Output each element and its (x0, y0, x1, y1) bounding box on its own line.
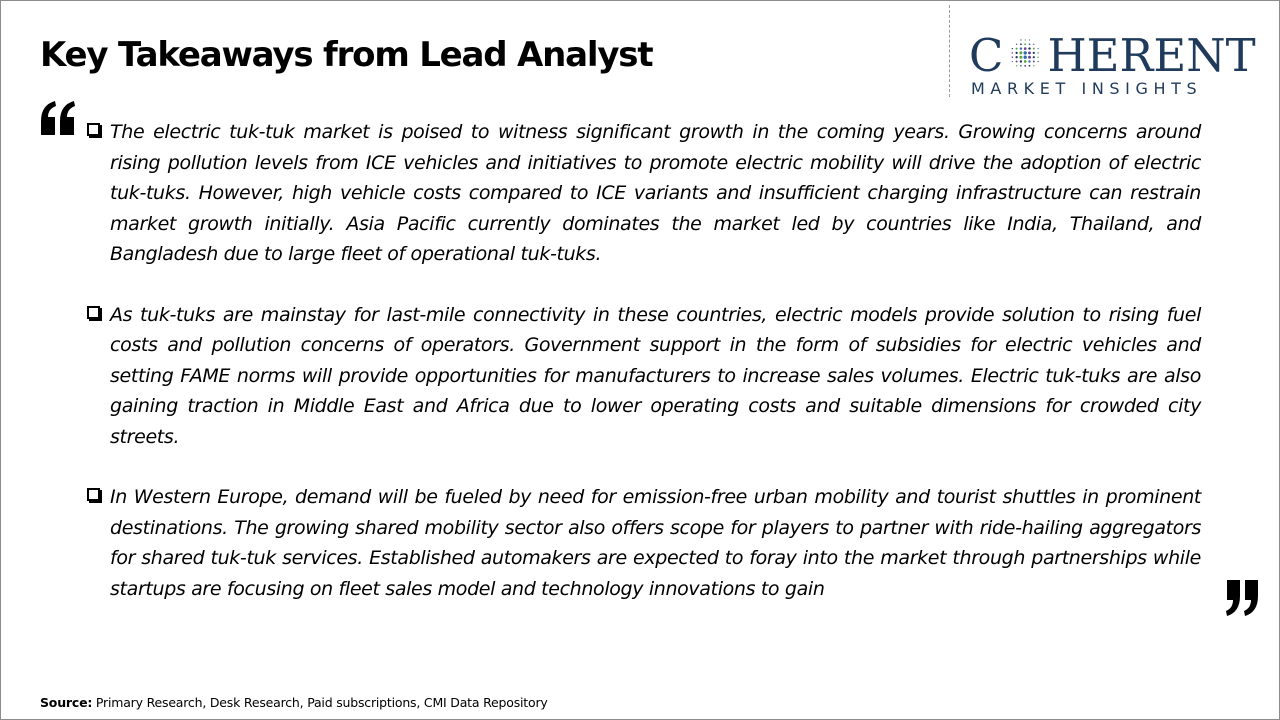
logo-wordmark-left: C (969, 29, 1004, 82)
logo-dot (1020, 43, 1022, 45)
logo-dot (1016, 48, 1018, 50)
logo-dot (1029, 47, 1031, 49)
logo-dot (1038, 52, 1039, 53)
takeaway-text: As tuk-tuks are mainstay for last-mile connectivity in these countries, electric models provide solution to rising fuel costs and pollution concerns of operators. Government support in the form of subsidies for electric vehicles and setting FAME norms will provide opportunities for manufacturers to increase sales volumes. Electric tuk-tuks are also gaining traction in Middle East and Africa due to lower operating costs and suitable dimensions for crowded city streets. (110, 303, 1201, 448)
logo-dot (1016, 56, 1018, 58)
logo-dot (1034, 44, 1035, 45)
logo-dot (1016, 65, 1017, 66)
logo-tagline: MARKET INSIGHTS (971, 79, 1203, 98)
logo-dot (1033, 56, 1035, 58)
logo-dot (1033, 52, 1035, 54)
logo-dot (1038, 61, 1039, 62)
logo-dot (1020, 56, 1023, 59)
logo-dot (1012, 56, 1014, 58)
logo-dot (1029, 43, 1031, 45)
takeaway-text: In Western Europe, demand will be fueled by need for emission-free urban mobility and tourist shuttles in prominent destinations. The growing shared mobility sector also offers scope for players to partner with ride-hailing aggregators for shared tuk-tuk services. Established automakers are expected to foray into the market through partnerships while startups are focusing on fleet sales model and technology innovations to gain (110, 486, 1201, 600)
logo-dot (1024, 55, 1027, 58)
logo-dot (1033, 48, 1035, 50)
checkbox-square-icon (87, 123, 100, 136)
logo-dot (1020, 65, 1022, 67)
list-item (87, 482, 1201, 604)
logo-dot (1016, 44, 1017, 45)
logo-divider (949, 5, 950, 97)
logo-dot (1012, 48, 1013, 49)
logo-dot (1025, 43, 1027, 45)
list-item (87, 117, 1201, 270)
logo-dot (1033, 61, 1035, 63)
logo-dot (1020, 47, 1022, 49)
logo-dot (1020, 51, 1023, 54)
logo-dot (1029, 60, 1031, 62)
logo-dot (1016, 52, 1018, 54)
source-text: Primary Research, Desk Research, Paid subscriptions, CMI Data Repository (92, 695, 548, 710)
source-label: Source: (40, 695, 93, 710)
logo-dot (1028, 51, 1031, 54)
checkbox-square-icon (87, 306, 100, 319)
logo-dot (1021, 39, 1022, 40)
logo-dot (1012, 61, 1013, 62)
logo-dot (1034, 65, 1035, 66)
logo-dot (1016, 61, 1018, 63)
logo-wordmark (969, 29, 1256, 82)
logo-dot (1025, 39, 1026, 40)
logo-dot (1020, 60, 1022, 62)
source-note (40, 695, 548, 710)
takeaways-list (87, 117, 1201, 634)
logo-dot (1029, 65, 1031, 67)
checkbox-square-icon (87, 488, 100, 501)
quote-close-icon (1225, 576, 1261, 622)
company-logo (969, 29, 1261, 99)
logo-dot (1038, 48, 1039, 49)
quote-open-icon (39, 95, 79, 143)
logo-dot (1028, 56, 1031, 59)
logo-dot (1024, 51, 1027, 54)
logo-dot (1024, 47, 1027, 50)
logo-dot-globe-icon (1004, 37, 1046, 73)
logo-wordmark-right: HERENT (1047, 29, 1256, 82)
page-title: Key Takeaways from Lead Analyst (40, 35, 653, 75)
list-item (87, 300, 1201, 453)
logo-dot (1012, 52, 1014, 54)
logo-dot (1024, 60, 1027, 63)
takeaway-text: The electric tuk-tuk market is poised to witness significant growth in the coming years. Growing concerns around rising pollution levels from ICE vehicles and initiatives to promote electric mobility will drive the adoption of electric tuk-tuks. However, high vehicle costs compared to ICE variants and insufficient charging infrastructure can restrain market growth initially. Asia Pacific currently dominates the market led by countries like India, Thailand, and Bangladesh due to large fleet of operational tuk-tuks. (110, 121, 1201, 265)
logo-dot (1038, 56, 1039, 57)
logo-dot (1025, 65, 1027, 67)
logo-dot (1029, 39, 1030, 40)
